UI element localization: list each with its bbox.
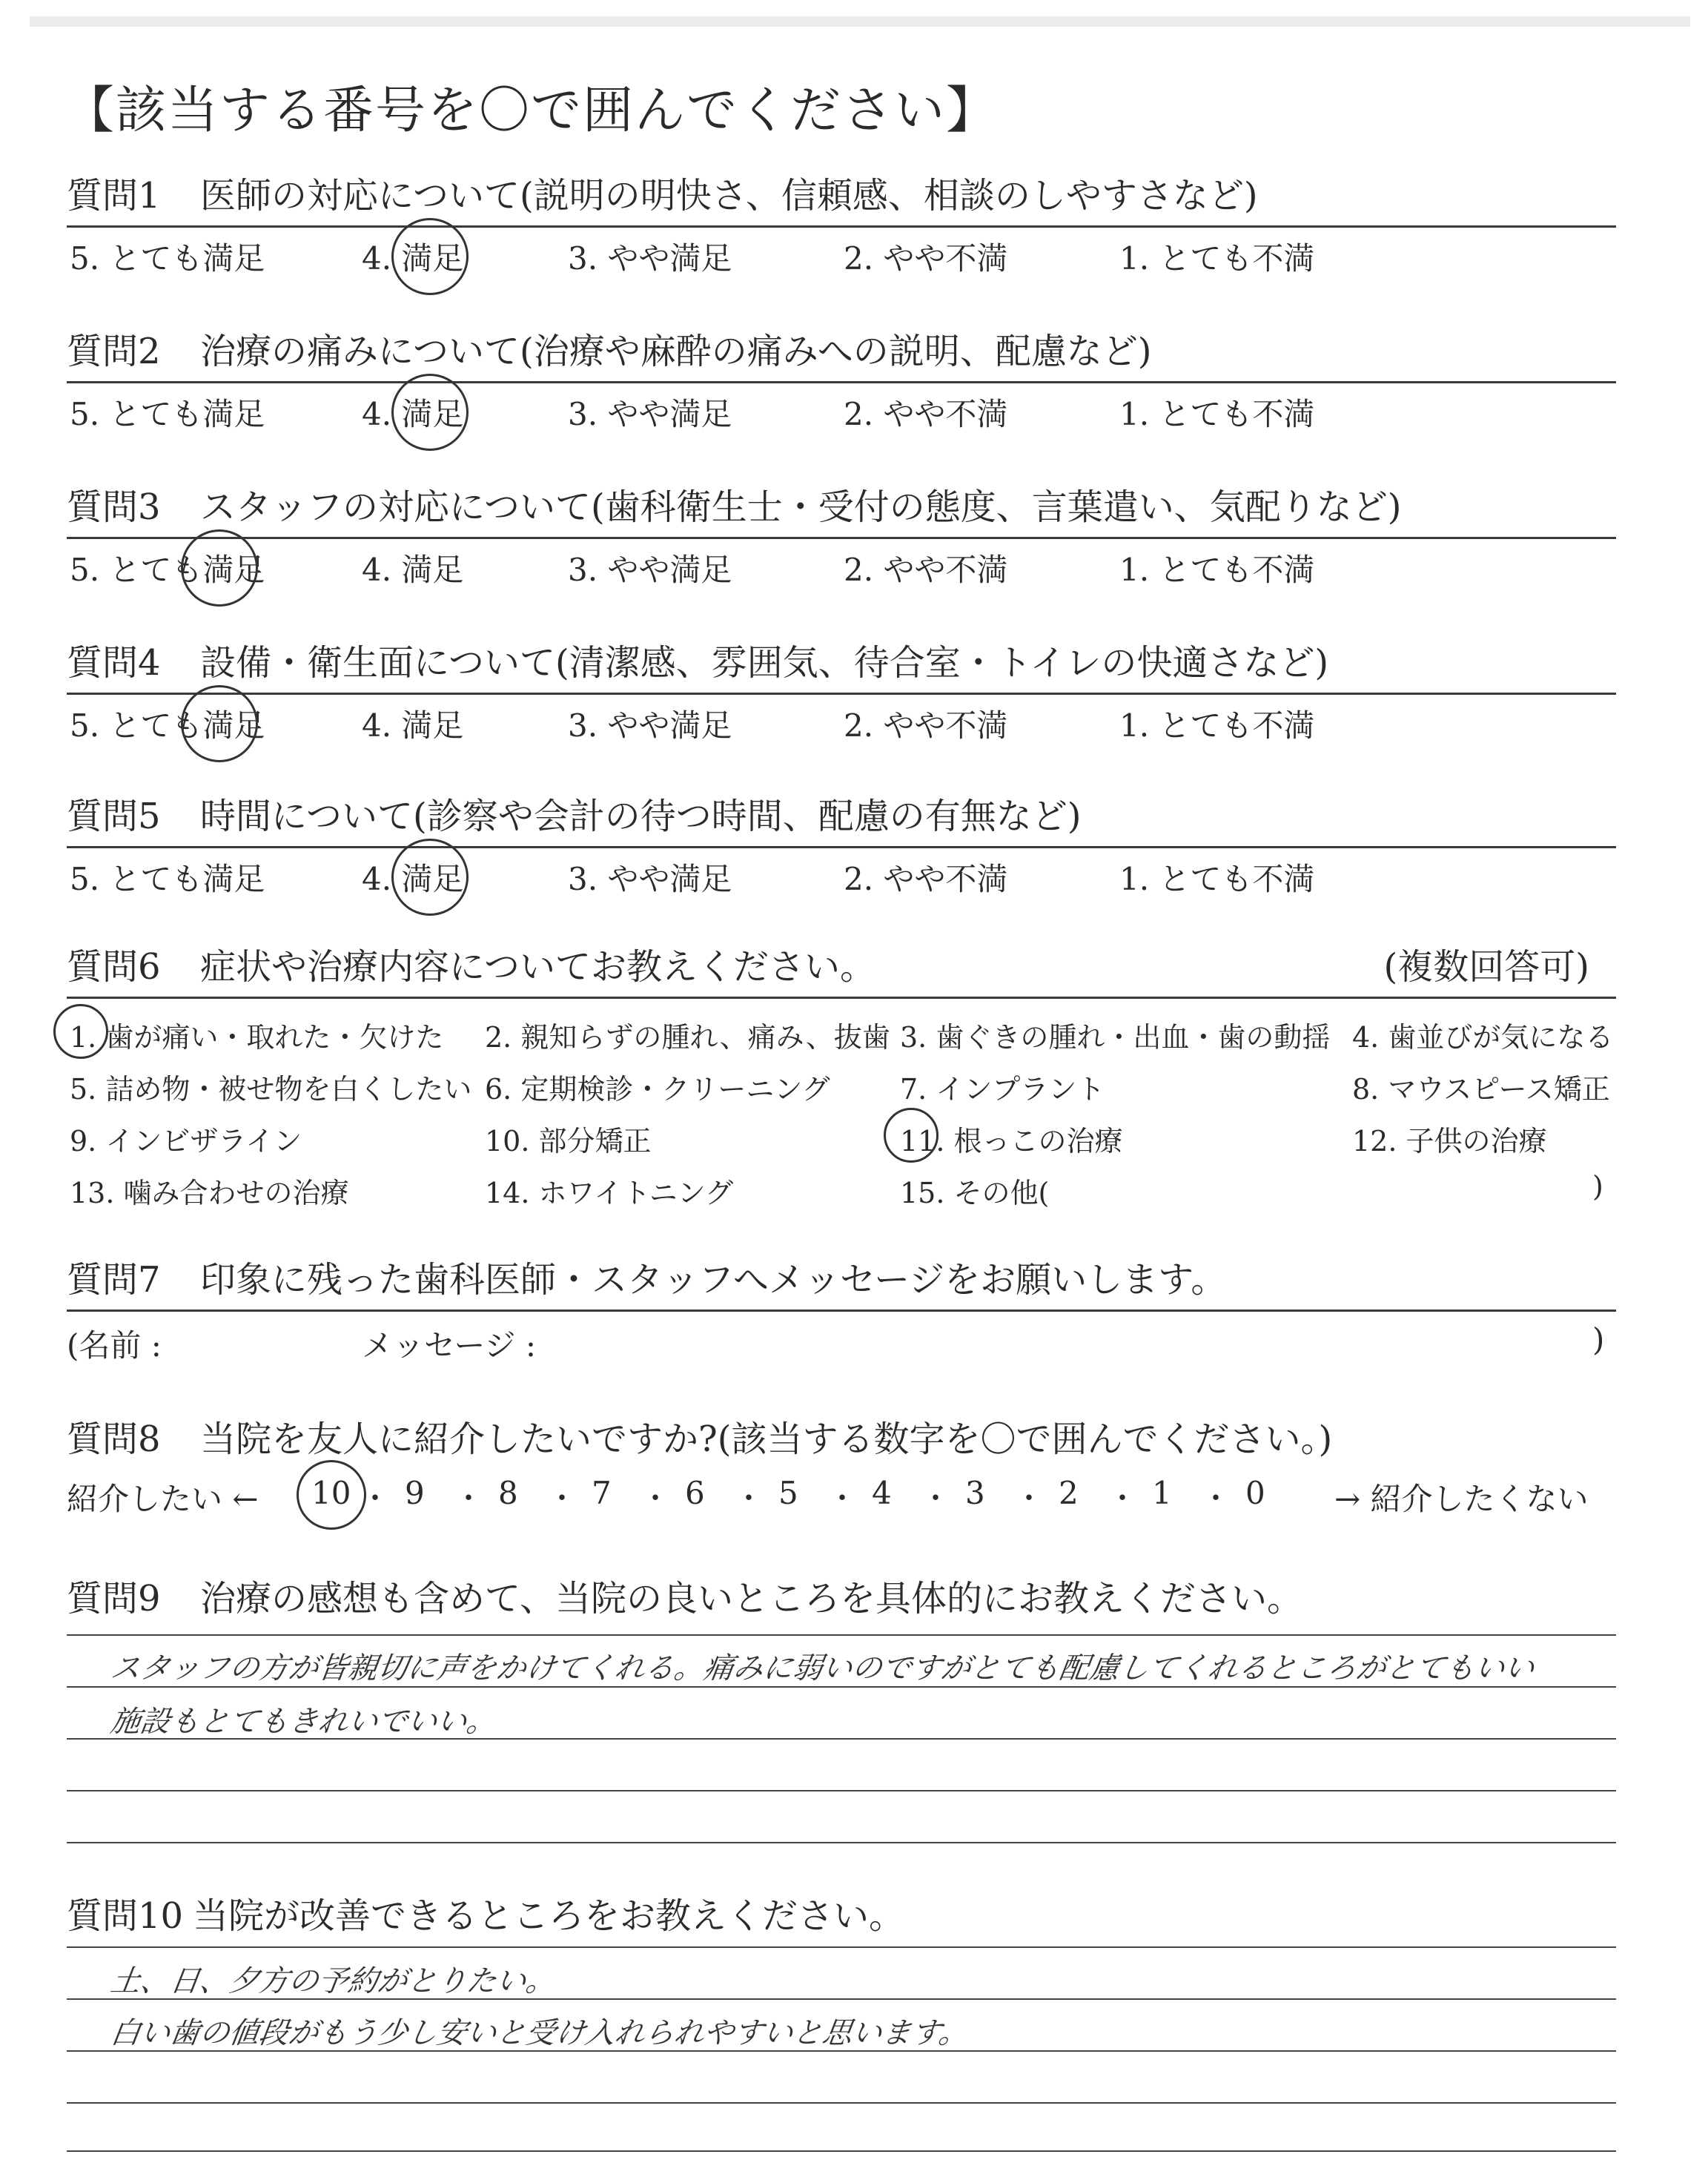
symptom-option[interactable]: 12. 子供の治療 xyxy=(1352,1125,1547,1157)
scale-separator: ・ xyxy=(640,1482,670,1516)
scale-value[interactable]: 10 xyxy=(311,1475,351,1511)
rating-option[interactable]: 4. 満足 xyxy=(362,552,464,588)
question-text: 時間について(診察や会計の待つ時間、配慮の有無など) xyxy=(200,796,1082,837)
answer-line xyxy=(67,1842,1616,1843)
symptom-option[interactable]: 6. 定期検診・クリーニング xyxy=(485,1073,830,1106)
answer-circle-mark xyxy=(884,1108,939,1163)
form-heading: 【該当する番号を〇で囲んでください】 xyxy=(64,82,999,140)
rating-option[interactable]: 2. やや不満 xyxy=(844,240,1008,277)
question-text: 治療の痛みについて(治療や麻酔の痛みへの説明、配慮など) xyxy=(200,331,1152,372)
answer-line xyxy=(67,1790,1616,1791)
scale-separator: ・ xyxy=(1201,1482,1231,1516)
question-6 xyxy=(67,940,1616,1209)
question-10 xyxy=(67,1889,1616,1943)
rating-option[interactable]: 5. とても満足 xyxy=(70,396,265,432)
rating-option[interactable]: 5. とても満足 xyxy=(70,861,265,897)
question-text: 医師の対応について(説明の明快さ、信頼感、相談のしやすさなど) xyxy=(200,175,1258,217)
scale-value[interactable]: 5 xyxy=(778,1475,798,1511)
not-recommend-label: → 紹介したくない xyxy=(1334,1481,1589,1517)
rating-option[interactable]: 2. やや不満 xyxy=(844,707,1008,744)
question-number: 質問9 xyxy=(67,1578,161,1619)
question-text: 治療の感想も含めて、当院の良いところを具体的にお教えください。 xyxy=(200,1578,1303,1619)
answer-line xyxy=(67,2102,1616,2104)
question-4 xyxy=(67,636,1616,744)
scale-value[interactable]: 2 xyxy=(1059,1475,1079,1511)
question-rule xyxy=(67,997,1616,999)
answer-circle-mark xyxy=(53,1004,108,1059)
question-1 xyxy=(67,169,1616,277)
question-number: 質問3 xyxy=(67,486,161,528)
symptom-option[interactable]: 4. 歯並びが気になる xyxy=(1352,1021,1614,1054)
question-number: 質問7 xyxy=(67,1259,161,1301)
scale-separator: ・ xyxy=(454,1482,483,1516)
rating-option[interactable]: 5. とても満足 xyxy=(70,707,265,744)
answer-circle-mark xyxy=(391,839,469,916)
close-paren: ) xyxy=(1592,1170,1603,1203)
handwritten-answer: 白い歯の値段がもう少し安いと受け入れられやすいと思います。 xyxy=(108,2016,971,2050)
symptom-option[interactable]: 10. 部分矯正 xyxy=(485,1125,652,1157)
rating-option[interactable]: 3. やや満足 xyxy=(568,552,732,588)
multiple-answers-note: (複数回答可) xyxy=(1383,946,1589,988)
scale-value[interactable]: 9 xyxy=(405,1475,425,1511)
rating-option[interactable]: 3. やや満足 xyxy=(568,396,732,432)
scale-value[interactable]: 0 xyxy=(1245,1475,1265,1511)
question-7-title xyxy=(67,1253,1616,1307)
question-rule xyxy=(67,693,1616,695)
question-1-title xyxy=(67,169,1616,222)
rating-option[interactable]: 5. とても満足 xyxy=(70,240,265,277)
question-rule xyxy=(67,225,1616,228)
answer-circle-mark xyxy=(181,529,258,607)
rating-option[interactable]: 2. やや不満 xyxy=(844,552,1008,588)
scale-value[interactable]: 4 xyxy=(872,1475,892,1511)
handwritten-answer: スタッフの方が皆親切に声をかけてくれる。痛みに弱いのですがとても配慮してくれるところがとてもいい xyxy=(108,1651,1537,1685)
symptom-option[interactable]: 7. インプラント xyxy=(900,1073,1105,1106)
answer-circle-mark xyxy=(181,685,258,762)
answer-circle-mark xyxy=(297,1460,366,1530)
question-text: 設備・衛生面について(清潔感、雰囲気、待合室・トイレの快適さなど) xyxy=(200,642,1329,684)
question-3-title xyxy=(67,480,1616,534)
question-8 xyxy=(67,1413,1616,1517)
answer-circle-mark xyxy=(391,218,469,295)
question-text: スタッフの対応について(歯科衛生士・受付の態度、言葉遣い、気配りなど) xyxy=(200,486,1402,528)
symptom-option[interactable]: 5. 詰め物・被せ物を白くしたい xyxy=(70,1073,472,1106)
scale-separator: ・ xyxy=(547,1482,577,1516)
scale-separator: ・ xyxy=(1108,1482,1137,1516)
question-number: 質問10 xyxy=(67,1895,184,1937)
scale-value[interactable]: 3 xyxy=(965,1475,985,1511)
scale-separator: ・ xyxy=(827,1482,857,1516)
rating-option[interactable]: 4. 満足 xyxy=(362,707,464,744)
question-text: 症状や治療内容についてお教えください。 xyxy=(200,946,876,988)
question-9 xyxy=(67,1572,1616,1625)
scale-value[interactable]: 6 xyxy=(685,1475,705,1511)
scan-top-edge xyxy=(30,16,1690,27)
question-2-title xyxy=(67,325,1616,378)
scale-separator: ・ xyxy=(734,1482,764,1516)
question-number: 質問6 xyxy=(67,946,161,988)
rating-option[interactable]: 1. とても不満 xyxy=(1119,552,1315,588)
scale-value[interactable]: 7 xyxy=(592,1475,612,1511)
question-text: 当院を友人に紹介したいですか?(該当する数字を〇で囲んでください。) xyxy=(200,1418,1333,1460)
question-rule xyxy=(67,381,1616,383)
rating-option[interactable]: 5. とても満足 xyxy=(70,552,265,588)
question-text: 当院が改善できるところをお教えください。 xyxy=(193,1895,905,1937)
message-label: メッセージ : xyxy=(362,1327,536,1364)
question-8-title xyxy=(67,1413,1616,1466)
scale-separator: ・ xyxy=(360,1482,390,1516)
handwritten-answer: 施設もとてもきれいでいい。 xyxy=(108,1705,499,1739)
symptom-option[interactable]: 11. 根っこの治療 xyxy=(900,1125,1123,1157)
rating-option[interactable]: 4. 満足 xyxy=(362,861,464,897)
question-5 xyxy=(67,790,1616,897)
symptom-option[interactable]: 3. 歯ぐきの腫れ・出血・歯の動揺 xyxy=(900,1021,1331,1054)
scale-separator: ・ xyxy=(921,1482,950,1516)
question-10-title xyxy=(67,1889,1616,1943)
question-number: 質問8 xyxy=(67,1418,161,1460)
symptom-option[interactable]: 9. インビザライン xyxy=(70,1125,302,1157)
question-rule xyxy=(67,846,1616,848)
question-6-title xyxy=(67,940,1616,994)
symptom-option[interactable]: 1. 歯が痛い・取れた・欠けた xyxy=(70,1021,444,1054)
scale-value[interactable]: 1 xyxy=(1152,1475,1172,1511)
symptom-option[interactable]: 2. 親知らずの腫れ、痛み、抜歯 xyxy=(485,1021,890,1054)
question-5-title xyxy=(67,790,1616,843)
question-rule xyxy=(67,1309,1616,1312)
rating-option[interactable]: 2. やや不満 xyxy=(844,861,1008,897)
rating-option[interactable]: 3. やや満足 xyxy=(568,861,732,897)
question-3 xyxy=(67,480,1616,588)
symptom-option[interactable]: 14. ホワイトニング xyxy=(485,1177,734,1209)
symptom-option[interactable]: 15. その他( xyxy=(900,1177,1050,1209)
question-rule xyxy=(67,537,1616,539)
question-7 xyxy=(67,1253,1616,1364)
question-number: 質問1 xyxy=(67,175,161,217)
close-paren: ) xyxy=(1592,1321,1605,1358)
rating-option[interactable]: 1. とても不満 xyxy=(1119,707,1315,744)
recommend-label: 紹介したい ← xyxy=(67,1481,259,1517)
scale-value[interactable]: 8 xyxy=(498,1475,518,1511)
scale-separator: ・ xyxy=(1014,1482,1044,1516)
handwritten-answer: 土、日、夕方の予約がとりたい。 xyxy=(108,1964,558,1998)
rating-option[interactable]: 1. とても不満 xyxy=(1119,861,1315,897)
rating-option[interactable]: 2. やや不満 xyxy=(844,396,1008,432)
rating-option[interactable]: 1. とても不満 xyxy=(1119,240,1315,277)
name-label: (名前 : xyxy=(67,1327,162,1364)
rating-option[interactable]: 4. 満足 xyxy=(362,396,464,432)
rating-option[interactable]: 3. やや満足 xyxy=(568,240,732,277)
answer-circle-mark xyxy=(391,374,469,451)
answer-line xyxy=(67,1946,1616,1948)
question-text: 印象に残った歯科医師・スタッフへメッセージをお願いします。 xyxy=(200,1259,1227,1301)
question-2 xyxy=(67,325,1616,432)
rating-option[interactable]: 4. 満足 xyxy=(362,240,464,277)
symptom-option[interactable]: 8. マウスピース矯正 xyxy=(1352,1073,1610,1106)
question-number: 質問4 xyxy=(67,642,161,684)
question-9-title xyxy=(67,1572,1616,1625)
answer-line xyxy=(67,1634,1616,1636)
question-number: 質問2 xyxy=(67,331,161,372)
rating-option[interactable]: 1. とても不満 xyxy=(1119,396,1315,432)
answer-line xyxy=(67,2150,1616,2152)
question-number: 質問5 xyxy=(67,796,161,837)
question-4-title xyxy=(67,636,1616,690)
symptom-option[interactable]: 13. 噛み合わせの治療 xyxy=(70,1177,349,1209)
rating-option[interactable]: 3. やや満足 xyxy=(568,707,732,744)
